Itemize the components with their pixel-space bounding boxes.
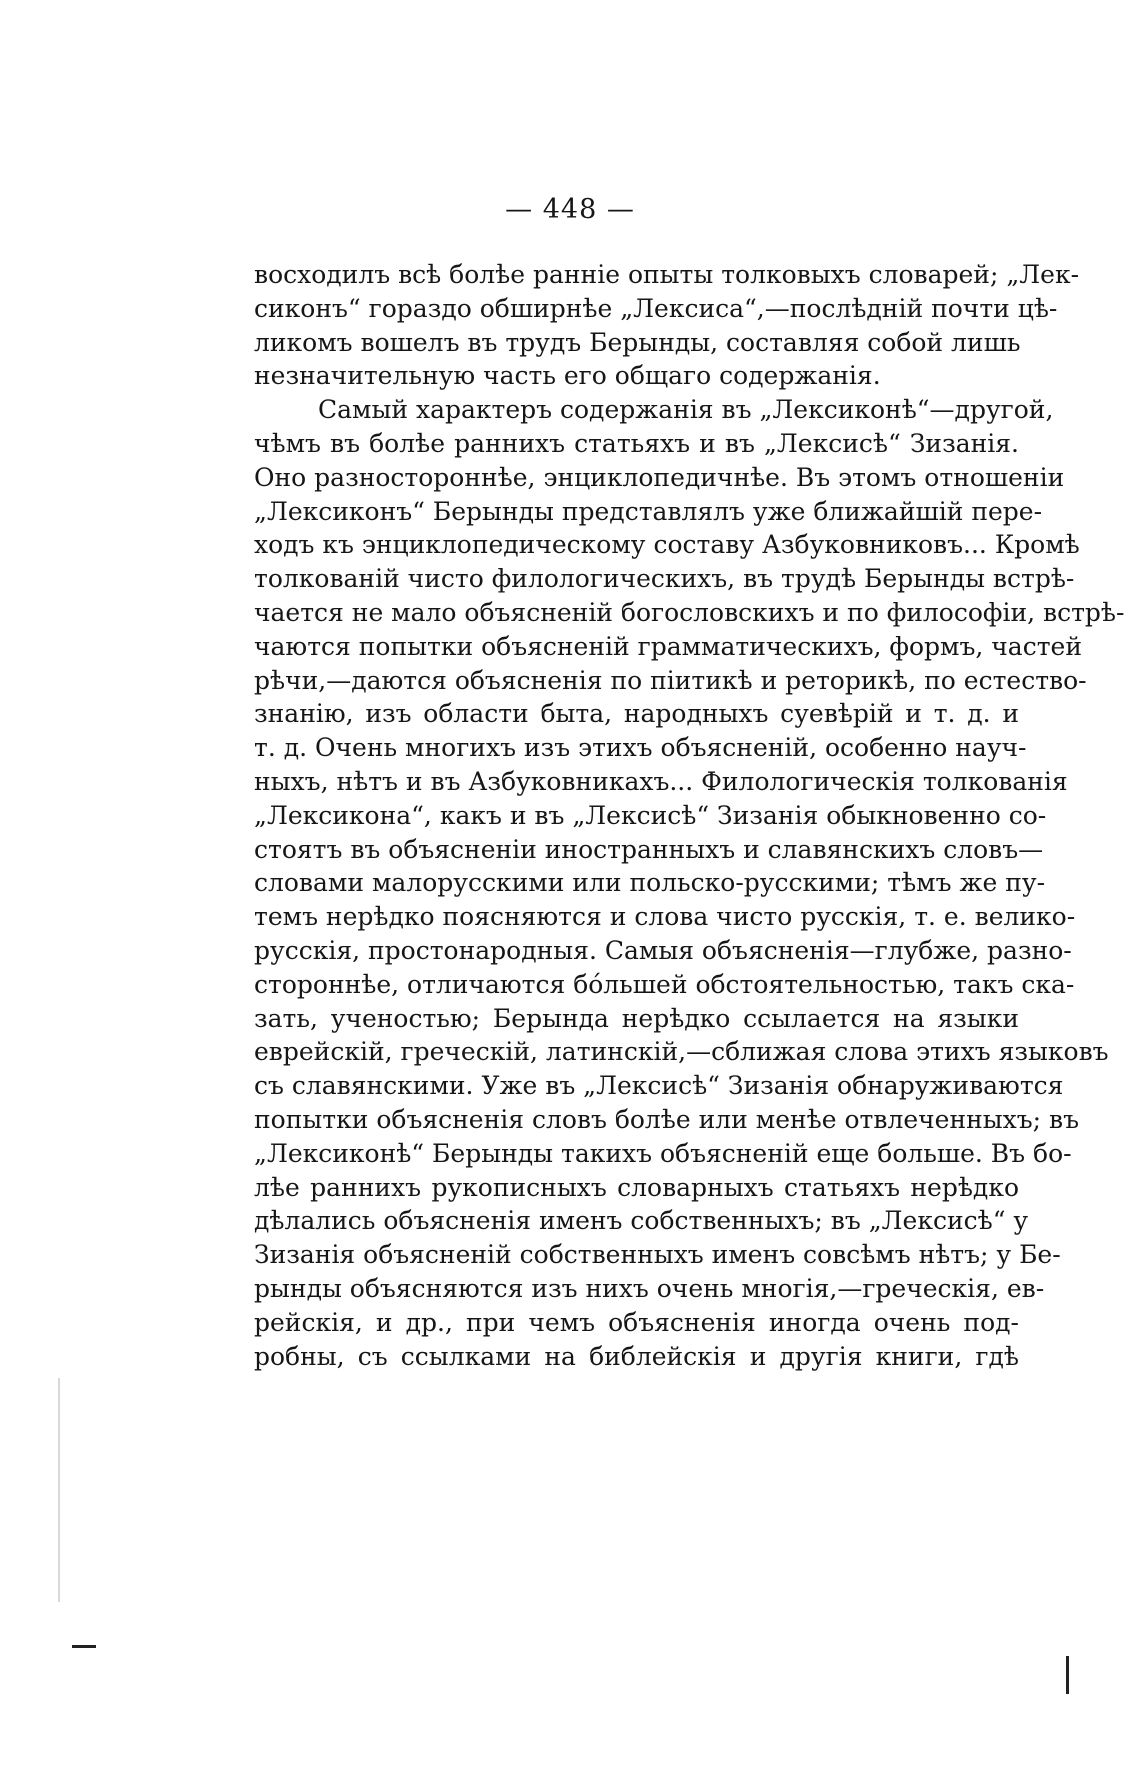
scan-margin-tick	[1066, 1656, 1069, 1694]
text-line: русскія, простонародныя. Самыя объясненія—глубже, разно-	[254, 935, 1072, 965]
text-line: ходъ къ энциклопедическому составу Азбуковниковъ... Кромѣ	[254, 530, 1080, 560]
text-line: „Лексикона“, какъ и въ „Лексисѣ“ Зизанія обыкновенно со-	[254, 800, 1047, 830]
text-line: рейскія, и др., при чемъ объясненія иногда очень под-	[254, 1307, 1019, 1337]
text-line: чается не мало объясненій богословскихъ и по философіи, встрѣ-	[254, 597, 1125, 627]
text-line: Оно разностороннѣе, энциклопедичнѣе. Въ этомъ отношеніи	[254, 462, 1065, 492]
text-line: робны, съ ссылками на библейскія и другія книги, гдѣ	[254, 1341, 1019, 1371]
text-line: Зизанія объясненій собственныхъ именъ совсѣмъ нѣтъ; у Бе-	[254, 1240, 1061, 1270]
text-line: „Лексиконѣ“ Берынды такихъ объясненій еще больше. Въ бо-	[254, 1138, 1072, 1168]
text-line: словами малорусскими или польско-русскими; тѣмъ же пу-	[254, 868, 1046, 898]
text-line: знанію, изъ области быта, народныхъ суевѣрій и т. д. и	[254, 699, 1019, 729]
text-line: чаются попытки объясненій грамматическихъ, формъ, частей	[254, 631, 1082, 661]
text-line: незначительную часть его общаго содержанія.	[254, 361, 881, 391]
text-line: съ славянскими. Уже въ „Лексисѣ“ Зизанія обнаруживаются	[254, 1071, 1064, 1101]
text-line: темъ нерѣдко поясняются и слова чисто русскія, т. е. велико-	[254, 902, 1076, 932]
text-line: восходилъ всѣ болѣе ранніе опыты толковыхъ словарей; „Лек-	[254, 260, 1080, 289]
text-line: чѣмъ въ болѣе раннихъ статьяхъ и въ „Лексисѣ“ Зизанія.	[254, 428, 1019, 458]
text-line: ликомъ вошелъ въ трудъ Берынды, составляя собой лишь	[254, 327, 1021, 357]
text-line: зать, ученостью; Берында нерѣдко ссылается на языки	[254, 1003, 1019, 1033]
text-line: рынды объясняются изъ нихъ очень многія,—греческія, ев-	[254, 1273, 1045, 1303]
text-line: попытки объясненія словъ болѣе или менѣе отвлеченныхъ; въ	[254, 1104, 1080, 1134]
text-line: дѣлались объясненія именъ собственныхъ; въ „Лексисѣ“ у	[254, 1206, 1029, 1236]
text-line: еврейскій, греческій, латинскій,—сближая слова этихъ языковъ	[254, 1037, 1109, 1067]
text-line: ныхъ, нѣтъ и въ Азбуковникахъ... Филологическія толкованія	[254, 766, 1068, 796]
text-line: рѣчи,—даются объясненія по піитикѣ и реторикѣ, по естество-	[254, 665, 1087, 695]
scan-margin-tick	[72, 1645, 96, 1648]
paragraph-first-line: Самый характеръ содержанія въ „Лексиконѣ“—другой,	[318, 395, 1054, 425]
text-line: сиконъ“ гораздо обширнѣе „Лексиса“,—послѣдній почти цѣ-	[254, 293, 1058, 323]
text-line: стороннѣе, отличаются бóльшей обстоятельностью, такъ ска-	[254, 969, 1075, 999]
text-line: стоятъ въ объясненіи иностранныхъ и славянскихъ словъ—	[254, 834, 1044, 864]
text-line: толкованій чисто филологическихъ, въ трудѣ Берынды встрѣ-	[254, 564, 1075, 594]
scan-margin-rule	[58, 1378, 60, 1602]
page-number: — 448 —	[505, 194, 635, 225]
text-line: т. д. Очень многихъ изъ этихъ объясненій, особенно науч-	[254, 733, 1027, 763]
body-text	[254, 258, 1125, 1373]
text-line: „Лексиконъ“ Берынды представлялъ уже ближайшій пере-	[254, 496, 1043, 526]
text-line: лѣе раннихъ рукописныхъ словарныхъ статьяхъ нерѣдко	[254, 1172, 1019, 1202]
